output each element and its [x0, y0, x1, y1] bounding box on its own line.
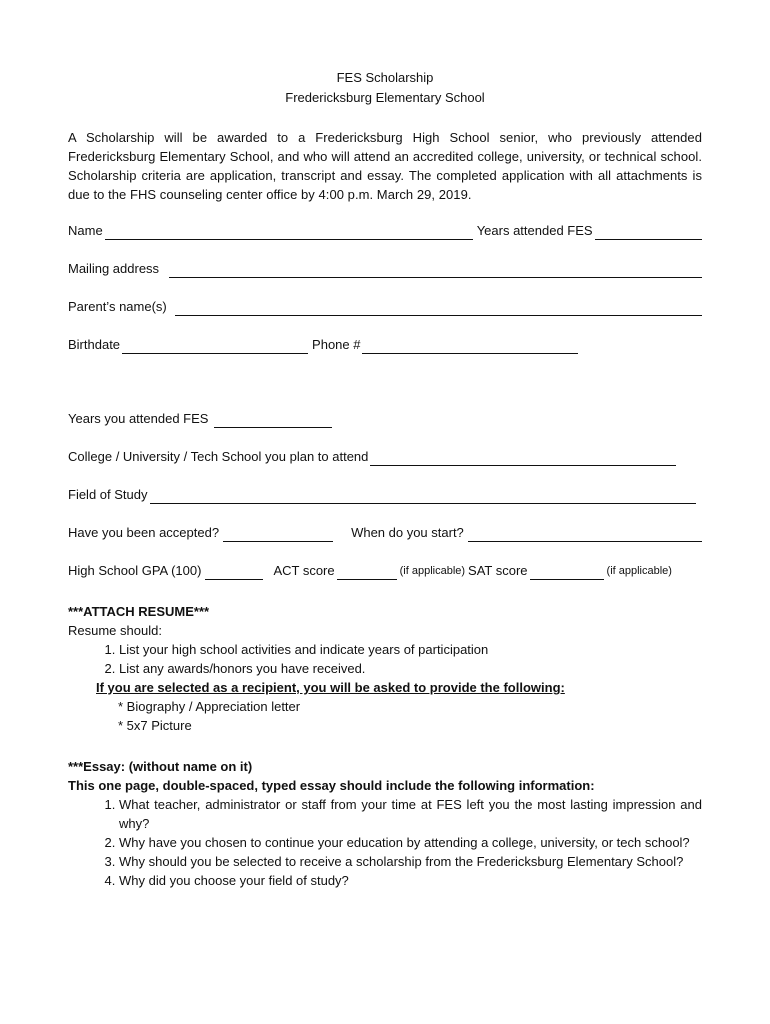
essay-list — [68, 795, 702, 890]
list-item: 3. Why should you be selected to receive a scholarship from the Fredericksburg Elementary School? — [119, 852, 702, 871]
years-you-attended-row — [68, 410, 702, 428]
name-field[interactable] — [105, 225, 473, 240]
essay-heading: ***Essay: (without name on it) — [68, 759, 253, 774]
act-field[interactable] — [337, 565, 397, 580]
name-row — [68, 222, 702, 240]
years-you-attended-field[interactable] — [214, 413, 332, 428]
birthdate-label: Birthdate — [68, 337, 121, 352]
sat-field[interactable] — [530, 565, 604, 580]
list-item: 2. Why have you chosen to continue your education by attending a college, university, or tech school? — [119, 833, 702, 852]
list-item: 2. List any awards/honors you have received. — [119, 659, 702, 678]
years-attended-label: Years attended FES — [476, 223, 593, 238]
field-of-study-row — [68, 486, 702, 504]
document-page — [68, 68, 702, 890]
college-row — [68, 448, 702, 466]
gpa-label: High School GPA (100) — [68, 563, 202, 578]
field-of-study-label: Field of Study — [68, 487, 148, 502]
college-field[interactable] — [370, 451, 676, 466]
field-of-study-field[interactable] — [150, 489, 696, 504]
act-label: ACT score — [273, 563, 335, 578]
phone-field[interactable] — [362, 339, 578, 354]
accepted-field[interactable] — [223, 527, 333, 542]
start-label: When do you start? — [351, 525, 464, 540]
school-name: Fredericksburg Elementary School — [285, 90, 485, 105]
scores-row — [68, 562, 702, 580]
list-item: * 5x7 Picture — [118, 718, 192, 733]
birthdate-row — [68, 336, 702, 354]
list-item: 1. What teacher, administrator or staff from your time at FES left you the most lasting impression and why? — [119, 795, 702, 833]
mailing-address-label: Mailing address — [68, 261, 160, 276]
resume-list — [68, 640, 702, 678]
phone-label: Phone # — [312, 337, 361, 352]
sat-label: SAT score — [468, 563, 528, 578]
sat-if-applicable: (if applicable) — [606, 565, 672, 577]
gpa-field[interactable] — [205, 565, 263, 580]
start-field[interactable] — [468, 527, 702, 542]
birthdate-field[interactable] — [122, 339, 308, 354]
parents-field[interactable] — [175, 301, 702, 316]
document-title: FES Scholarship — [336, 70, 434, 85]
parents-label: Parent’s name(s) — [68, 299, 167, 314]
mailing-address-field[interactable] — [169, 263, 702, 278]
resume-heading: ***ATTACH RESUME*** — [68, 604, 210, 619]
years-you-attended-label: Years you attended FES — [68, 411, 209, 426]
essay-intro: This one page, double-spaced, typed essay should include the following information: — [68, 778, 595, 793]
list-item: 4. Why did you choose your field of study? — [119, 871, 702, 890]
list-item: * Biography / Appreciation letter — [118, 699, 301, 714]
parents-row — [68, 298, 702, 316]
years-attended-field[interactable] — [595, 225, 702, 240]
selected-note: If you are selected as a recipient, you will be asked to provide the following: — [96, 680, 565, 695]
accepted-label: Have you been accepted? — [68, 525, 220, 540]
list-item: 1. List your high school activities and indicate years of participation — [119, 640, 702, 659]
act-if-applicable: (if applicable) — [399, 565, 466, 577]
mailing-address-row — [68, 260, 702, 278]
intro-paragraph: A Scholarship will be awarded to a Fredericksburg High School senior, who previously attended Fredericksburg Elementary School, and who will attend an accredited college, university, or technical school. Scholarship criteria are application, transcript and essay. The completed application with all attachments is due to the FHS counseling center office by 4:00 p.m. March 29, 2019. — [68, 130, 702, 202]
resume-intro: Resume should: — [68, 623, 162, 638]
accepted-row — [68, 524, 702, 542]
name-label: Name — [68, 223, 103, 238]
college-label: College / University / Tech School you plan to attend — [68, 449, 369, 464]
